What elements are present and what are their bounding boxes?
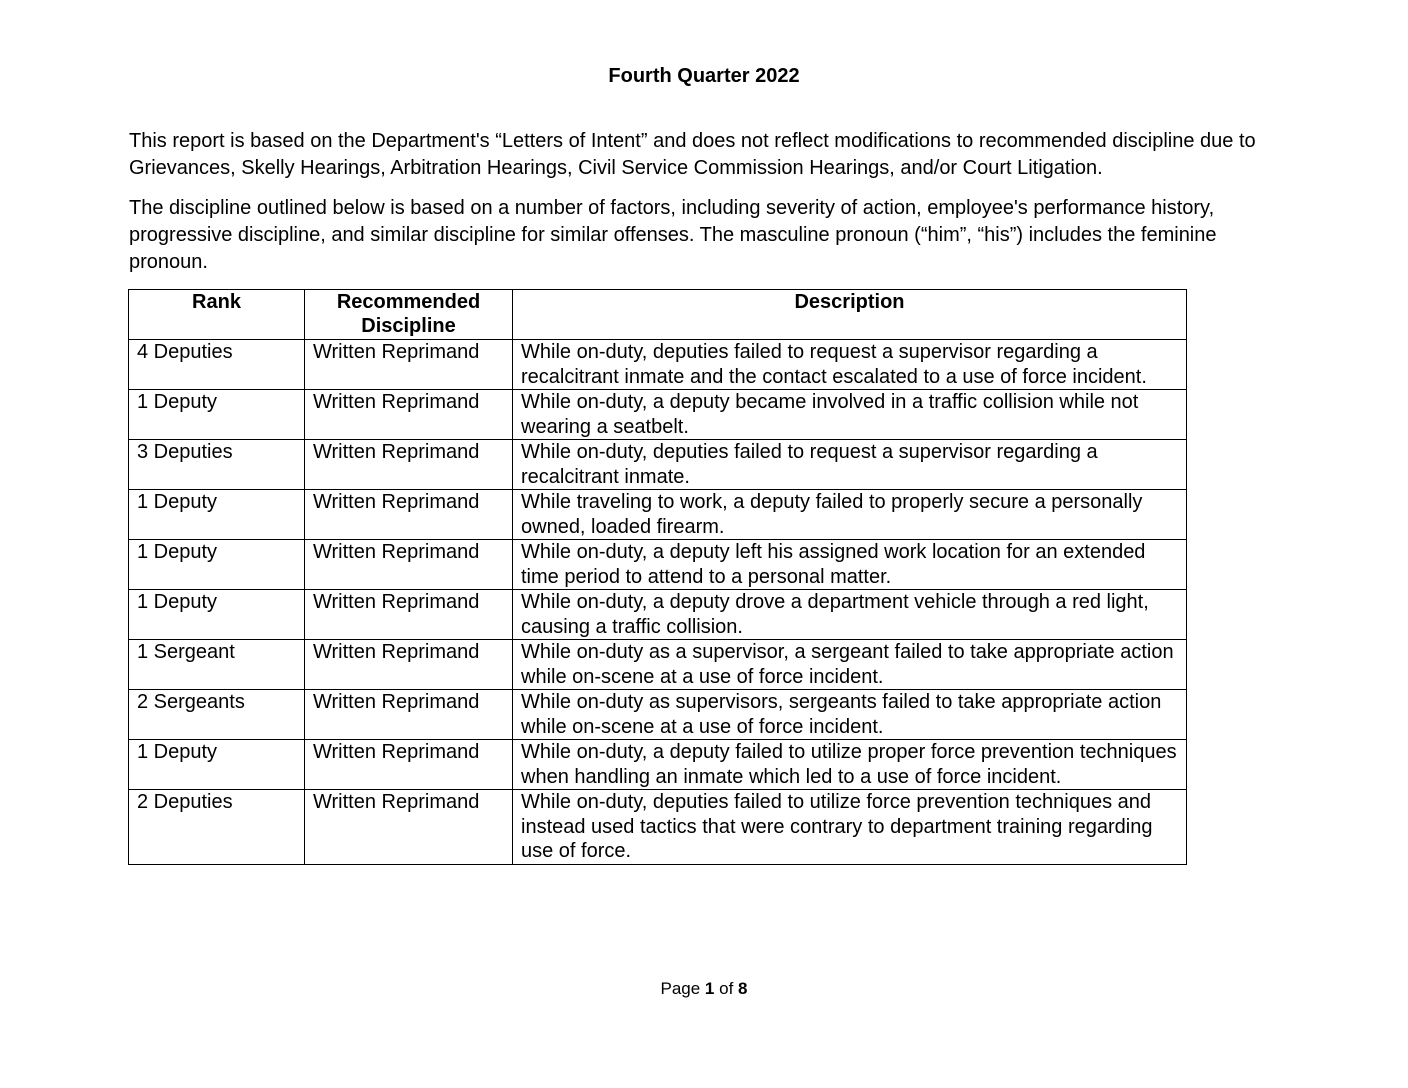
table-row <box>129 340 1187 390</box>
table-row <box>129 440 1187 490</box>
factors-paragraph: The discipline outlined below is based on a number of factors, including severity of action, employee's performance history, progressive discipline, and similar discipline for similar offenses. The masculine pronoun (“him”, “his”) includes the feminine pronoun. <box>129 197 1217 273</box>
description-cell: While on-duty as a supervisor, a sergeant failed to take appropriate action while on-scene at a use of force incident. <box>513 640 1187 690</box>
rank-cell: 1 Deputy <box>129 490 305 540</box>
description-cell: While on-duty, deputies failed to request a supervisor regarding a recalcitrant inmate. <box>513 440 1187 490</box>
table-header-row <box>129 290 1187 340</box>
table-row <box>129 790 1187 865</box>
table-row <box>129 640 1187 690</box>
rank-column-header: Rank <box>129 290 305 340</box>
discipline-table <box>128 289 1187 865</box>
description-cell: While on-duty, a deputy failed to utilize proper force prevention techniques when handling an inmate which led to a use of force incident. <box>513 740 1187 790</box>
discipline-cell: Written Reprimand <box>305 440 513 490</box>
rank-cell: 2 Sergeants <box>129 690 305 740</box>
discipline-cell: Written Reprimand <box>305 690 513 740</box>
table-row <box>129 490 1187 540</box>
description-cell: While on-duty as supervisors, sergeants failed to take appropriate action while on-scene at a use of force incident. <box>513 690 1187 740</box>
discipline-column-header: Recommended Discipline <box>305 290 513 340</box>
discipline-cell: Written Reprimand <box>305 340 513 390</box>
rank-cell: 1 Sergeant <box>129 640 305 690</box>
rank-cell: 1 Deputy <box>129 590 305 640</box>
page-footer <box>0 978 1408 1000</box>
description-cell: While traveling to work, a deputy failed to properly secure a personally owned, loaded firearm. <box>513 490 1187 540</box>
rank-cell: 1 Deputy <box>129 540 305 590</box>
table-row <box>129 690 1187 740</box>
description-cell: While on-duty, deputies failed to utilize force prevention techniques and instead used tactics that were contrary to department training regarding use of force. <box>513 790 1187 865</box>
discipline-cell: Written Reprimand <box>305 640 513 690</box>
rank-cell: 1 Deputy <box>129 740 305 790</box>
table-row <box>129 390 1187 440</box>
rank-cell: 4 Deputies <box>129 340 305 390</box>
page-title: Fourth Quarter 2022 <box>608 65 800 87</box>
description-cell: While on-duty, a deputy left his assigned work location for an extended time period to attend to a personal matter. <box>513 540 1187 590</box>
rank-cell: 3 Deputies <box>129 440 305 490</box>
discipline-cell: Written Reprimand <box>305 740 513 790</box>
table-row <box>129 590 1187 640</box>
discipline-cell: Written Reprimand <box>305 590 513 640</box>
table-body <box>129 340 1187 865</box>
discipline-cell: Written Reprimand <box>305 540 513 590</box>
description-column-header: Description <box>513 290 1187 340</box>
discipline-cell: Written Reprimand <box>305 490 513 540</box>
discipline-cell: Written Reprimand <box>305 390 513 440</box>
discipline-cell: Written Reprimand <box>305 790 513 865</box>
page-of-label: of <box>719 979 734 998</box>
rank-cell: 2 Deputies <box>129 790 305 865</box>
rank-cell: 1 Deputy <box>129 390 305 440</box>
description-cell: While on-duty, a deputy drove a department vehicle through a red light, causing a traffic collision. <box>513 590 1187 640</box>
intro-paragraph: This report is based on the Department's “Letters of Intent” and does not reflect modifications to recommended discipline due to Grievances, Skelly Hearings, Arbitration Hearings, Civil Service Commission Hearings, and/or Court Litigation. <box>129 130 1256 179</box>
page-label: Page <box>660 979 701 998</box>
page-number-current: 1 <box>704 979 715 998</box>
description-cell: While on-duty, a deputy became involved in a traffic collision while not wearing a seatbelt. <box>513 390 1187 440</box>
table-row <box>129 740 1187 790</box>
page-number-total: 8 <box>738 979 748 998</box>
description-cell: While on-duty, deputies failed to request a supervisor regarding a recalcitrant inmate and the contact escalated to a use of force incident. <box>513 340 1187 390</box>
table-row <box>129 540 1187 590</box>
